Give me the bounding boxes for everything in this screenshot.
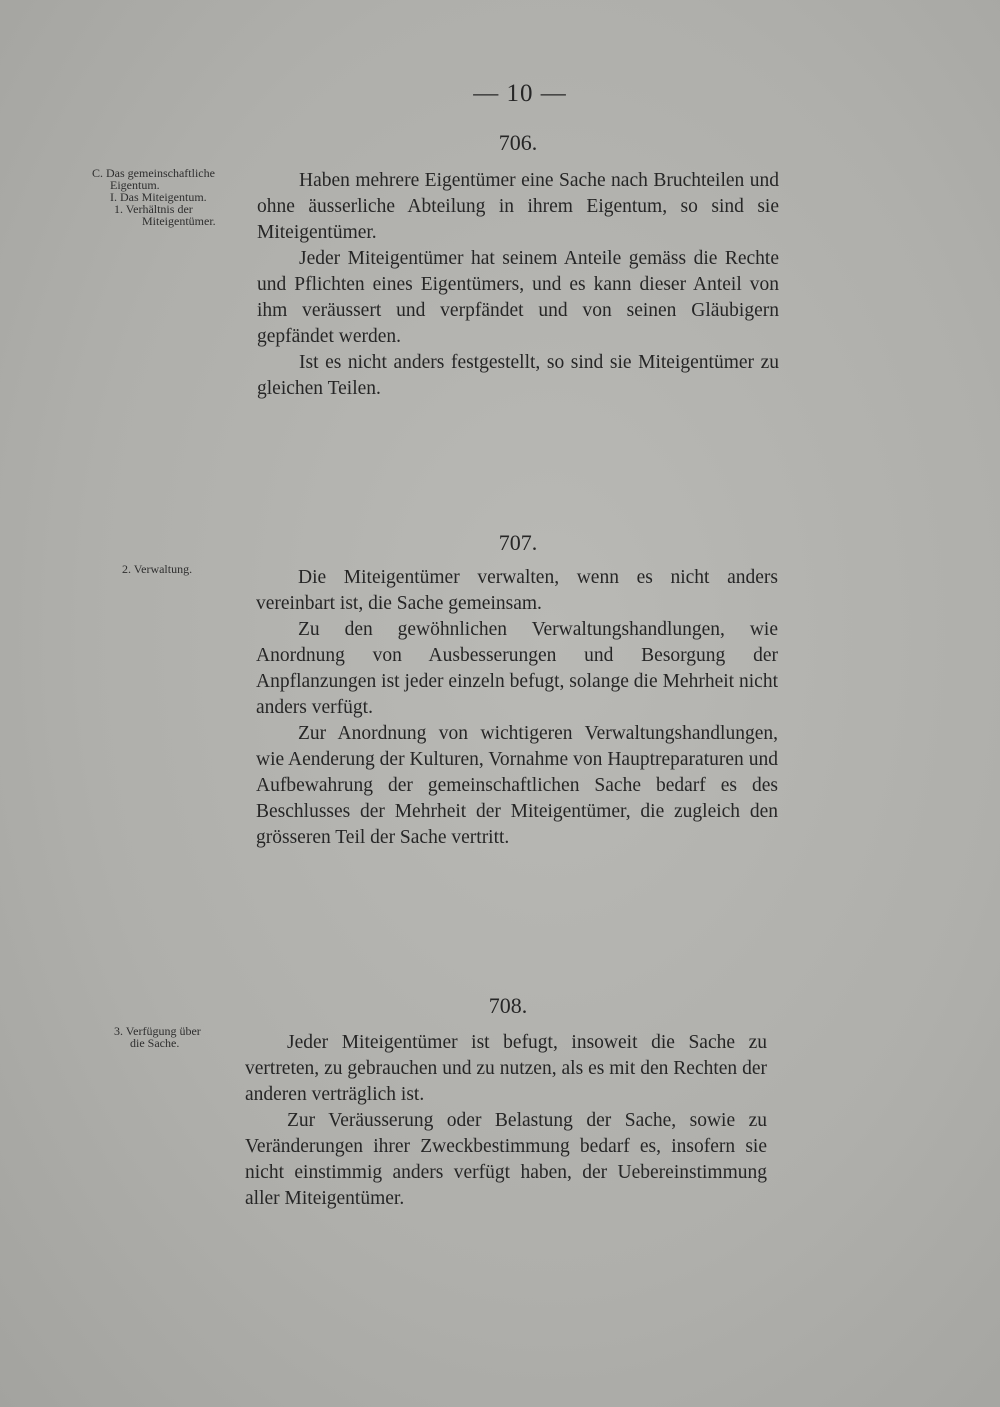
article-body-707: [256, 565, 778, 851]
article-body-708: [245, 1030, 767, 1212]
page-number: — 10 —: [473, 80, 567, 107]
margin-note-707: [122, 563, 192, 575]
paragraph: Haben mehrere Eigentümer eine Sache nach Bruchteilen und ohne äusserliche Abteilung in ihrem Eigentum, so sind sie Miteigentümer.: [257, 170, 779, 243]
paragraph: Zur Anordnung von wichtigeren Verwaltungshandlungen, wie Aenderung der Kulturen, Vornahme von Hauptreparaturen und Aufbewahrung der gemeinschaftlichen Sache bedarf es des Beschlusses der Mehrheit der Miteigentümer, die zugleich den grösseren Teil der Sache vertritt.: [256, 723, 778, 848]
margin-note-line: I. Das Miteigentum.: [110, 190, 207, 204]
margin-note-line: C. Das gemeinschaftliche: [92, 166, 215, 180]
paragraph: Zu den gewöhnlichen Verwaltungshandlungen, wie Anordnung von Ausbesserungen und Besorgung der Anpflanzungen ist jeder einzeln befugt, solange die Mehrheit nicht anders verfügt.: [256, 619, 778, 718]
paragraph: Die Miteigentümer verwalten, wenn es nicht anders vereinbart ist, die Sache gemeinsam.: [256, 567, 778, 614]
margin-note-line: die Sache.: [130, 1036, 180, 1050]
paragraph: Jeder Miteigentümer hat seinem Anteile gemäss die Rechte und Pflichten eines Eigentümers, und es kann dieser Anteil von ihm veräussert und verpfändet und von seinen Gläubigern gepfändet werden.: [257, 248, 779, 347]
paragraph: Jeder Miteigentümer ist befugt, insoweit die Sache zu vertreten, zu gebrauchen und zu nutzen, als es mit den Rechten der anderen verträglich ist.: [245, 1032, 767, 1105]
paragraph: Zur Veräusserung oder Belastung der Sache, sowie zu Veränderungen ihrer Zweckbestimmung bedarf es, insofern sie nicht einstimmig anders verfügt haben, der Uebereinstimmung aller Miteigentümer.: [245, 1110, 767, 1209]
article-number-706: 706.: [498, 130, 538, 155]
margin-note-line: Eigentum.: [110, 178, 160, 192]
margin-note-line: 1. Verhältnis der: [114, 202, 193, 216]
margin-note-708: [114, 1025, 201, 1049]
article-body-706: [257, 168, 779, 402]
margin-note-706: [92, 167, 216, 227]
article-number-708: 708.: [488, 993, 528, 1018]
paragraph: Ist es nicht anders festgestellt, so sind sie Miteigentümer zu gleichen Teilen.: [257, 352, 779, 399]
margin-note-line: Miteigentümer.: [142, 214, 216, 228]
margin-note-line: 3. Verfügung über: [114, 1024, 201, 1038]
margin-note-line: 2. Verwaltung.: [122, 562, 193, 576]
article-number-707: 707.: [498, 530, 538, 555]
